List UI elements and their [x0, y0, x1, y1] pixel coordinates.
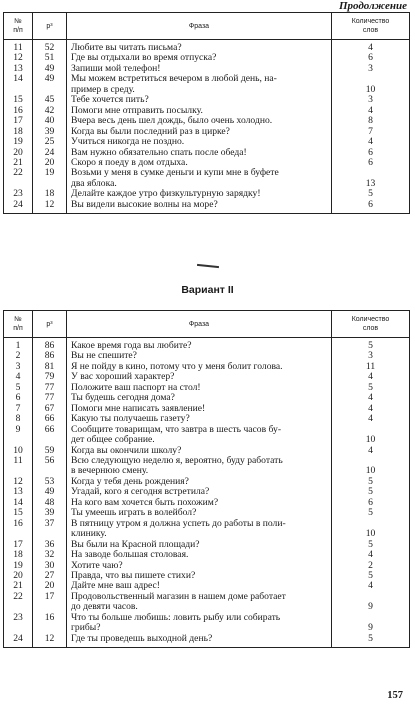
row-word-count: 8: [332, 116, 410, 126]
table-row: [4, 613, 410, 634]
row-phrase: Дайте мне ваш адрес!: [67, 581, 332, 591]
table-row: [4, 571, 410, 581]
row-number: 17: [4, 116, 33, 126]
row-phrase: Что ты больше любишь: ловить рыбу или собирать грибы?: [67, 613, 332, 634]
row-p-value: 66: [33, 425, 67, 446]
row-p-value: 59: [33, 446, 67, 456]
table-row: [4, 550, 410, 560]
table-row: [4, 372, 410, 382]
row-number: 18: [4, 550, 33, 560]
row-number: 11: [4, 40, 33, 54]
row-number: 12: [4, 53, 33, 63]
row-p-value: 77: [33, 383, 67, 393]
row-word-count: 3: [332, 64, 410, 74]
col-number-header: № п/п: [4, 13, 33, 40]
row-phrase: Ты будешь сегодня дома?: [67, 393, 332, 403]
row-p-value: 53: [33, 477, 67, 487]
row-phrase: Продовольственный магазин в нашем доме работает до девяти часов.: [67, 592, 332, 613]
row-p-value: 19: [33, 168, 67, 189]
table-row: [4, 74, 410, 95]
row-word-count: 4: [332, 404, 410, 414]
table-row: [4, 116, 410, 126]
row-p-value: 30: [33, 561, 67, 571]
row-word-count: 9: [332, 592, 410, 613]
row-p-value: 40: [33, 116, 67, 126]
row-word-count: 2: [332, 561, 410, 571]
table-row: [4, 40, 410, 54]
table-row: [4, 168, 410, 189]
table-row: [4, 95, 410, 105]
row-word-count: 5: [332, 338, 410, 352]
table-row: [4, 446, 410, 456]
row-number: 20: [4, 148, 33, 158]
row-p-value: 79: [33, 372, 67, 382]
row-p-value: 48: [33, 498, 67, 508]
col-phrase-header: Фраза: [67, 13, 332, 40]
row-p-value: 49: [33, 487, 67, 497]
row-word-count: 7: [332, 127, 410, 137]
row-word-count: 6: [332, 498, 410, 508]
row-phrase: Где ты проведешь выходной день?: [67, 634, 332, 648]
row-phrase: Вы видели высокие волны на море?: [67, 200, 332, 214]
row-p-value: 52: [33, 40, 67, 54]
row-word-count: 4: [332, 40, 410, 54]
table-row: [4, 477, 410, 487]
row-word-count: 10: [332, 456, 410, 477]
table-row: [4, 189, 410, 199]
row-number: 13: [4, 487, 33, 497]
row-p-value: 12: [33, 200, 67, 214]
row-word-count: 4: [332, 550, 410, 560]
row-word-count: 4: [332, 581, 410, 591]
phrase-table-2: [3, 310, 410, 648]
table-row: [4, 351, 410, 361]
table-row: [4, 561, 410, 571]
row-phrase: Мы можем встретиться вечером в любой день, на- пример в среду.: [67, 74, 332, 95]
row-phrase: Возьми у меня в сумке деньги и купи мне в буфете два яблока.: [67, 168, 332, 189]
row-phrase: На кого вам хочется быть похожим?: [67, 498, 332, 508]
row-phrase: Когда вы были последний раз в цирке?: [67, 127, 332, 137]
table-row: [4, 148, 410, 158]
row-phrase: У вас хороший характер?: [67, 372, 332, 382]
row-phrase: Положите ваш паспорт на стол!: [67, 383, 332, 393]
row-word-count: 4: [332, 414, 410, 424]
row-phrase: Сообщите товарищам, что завтра в шесть часов бу- дет общее собрание.: [67, 425, 332, 446]
row-p-value: 20: [33, 158, 67, 168]
col-number-header: № п/п: [4, 311, 33, 338]
row-phrase: Делайте каждое утро физкультурную зарядку!: [67, 189, 332, 199]
row-p-value: 86: [33, 351, 67, 361]
table-row: [4, 200, 410, 214]
row-p-value: 12: [33, 634, 67, 648]
row-word-count: 4: [332, 106, 410, 116]
row-phrase: Угадай, кого я сегодня встретила?: [67, 487, 332, 497]
table-row: [4, 508, 410, 518]
row-word-count: 4: [332, 393, 410, 403]
row-word-count: 9: [332, 613, 410, 634]
row-number: 16: [4, 519, 33, 540]
row-phrase: Когда у тебя день рождения?: [67, 477, 332, 487]
row-p-value: 66: [33, 414, 67, 424]
row-word-count: 5: [332, 634, 410, 648]
row-phrase: Всю следующую неделю я, вероятно, буду работать в вечернюю смену.: [67, 456, 332, 477]
row-p-value: 25: [33, 137, 67, 147]
col-p-header: р³: [33, 311, 67, 338]
table-row: [4, 383, 410, 393]
row-p-value: 51: [33, 53, 67, 63]
row-phrase: Какое время года вы любите?: [67, 338, 332, 352]
row-p-value: 77: [33, 393, 67, 403]
row-p-value: 45: [33, 95, 67, 105]
col-p-header: р³: [33, 13, 67, 40]
row-number: 19: [4, 137, 33, 147]
row-phrase: Вы были на Красной площади?: [67, 540, 332, 550]
table-row: [4, 404, 410, 414]
row-number: 13: [4, 64, 33, 74]
row-number: 23: [4, 189, 33, 199]
table-row: [4, 362, 410, 372]
row-word-count: 11: [332, 362, 410, 372]
row-number: 8: [4, 414, 33, 424]
row-phrase: Когда вы окончили школу?: [67, 446, 332, 456]
row-phrase: Где вы отдыхали во время отпуска?: [67, 53, 332, 63]
row-word-count: 13: [332, 168, 410, 189]
table-row: [4, 634, 410, 648]
page-number: 157: [387, 690, 403, 701]
row-p-value: 36: [33, 540, 67, 550]
row-number: 16: [4, 106, 33, 116]
row-word-count: 6: [332, 53, 410, 63]
row-number: 14: [4, 498, 33, 508]
row-number: 3: [4, 362, 33, 372]
row-number: 15: [4, 508, 33, 518]
variant-title: Вариант II: [181, 284, 234, 296]
row-word-count: 6: [332, 148, 410, 158]
row-phrase: Вы не спешите?: [67, 351, 332, 361]
row-p-value: 67: [33, 404, 67, 414]
row-number: 9: [4, 425, 33, 446]
row-p-value: 18: [33, 189, 67, 199]
row-phrase: Скоро я поеду в дом отдыха.: [67, 158, 332, 168]
row-number: 20: [4, 571, 33, 581]
col-count-header: Количество слов: [332, 311, 410, 338]
row-word-count: 5: [332, 189, 410, 199]
row-number: 1: [4, 338, 33, 352]
row-number: 10: [4, 446, 33, 456]
row-word-count: 4: [332, 372, 410, 382]
row-phrase: Правда, что вы пишете стихи?: [67, 571, 332, 581]
row-number: 24: [4, 634, 33, 648]
row-phrase: Какую ты получаешь газету?: [67, 414, 332, 424]
row-number: 5: [4, 383, 33, 393]
row-p-value: 39: [33, 127, 67, 137]
row-number: 11: [4, 456, 33, 477]
table-row: [4, 414, 410, 424]
row-number: 21: [4, 158, 33, 168]
row-p-value: 24: [33, 148, 67, 158]
continuation-label: Продолжение: [338, 0, 407, 12]
row-word-count: 6: [332, 200, 410, 214]
row-number: 19: [4, 561, 33, 571]
row-word-count: 3: [332, 95, 410, 105]
row-word-count: 10: [332, 519, 410, 540]
row-number: 23: [4, 613, 33, 634]
table-row: [4, 519, 410, 540]
row-number: 6: [4, 393, 33, 403]
row-word-count: 5: [332, 487, 410, 497]
table-row: [4, 581, 410, 591]
row-number: 18: [4, 127, 33, 137]
col-phrase-header: Фраза: [67, 311, 332, 338]
row-word-count: 5: [332, 508, 410, 518]
row-phrase: Вам нужно обязательно спать после обеда!: [67, 148, 332, 158]
table-row: [4, 540, 410, 550]
row-number: 2: [4, 351, 33, 361]
row-word-count: 5: [332, 477, 410, 487]
row-p-value: 42: [33, 106, 67, 116]
row-p-value: 56: [33, 456, 67, 477]
row-phrase: Помоги мне написать заявление!: [67, 404, 332, 414]
row-phrase: На заводе большая столовая.: [67, 550, 332, 560]
table-row: [4, 487, 410, 497]
row-p-value: 49: [33, 74, 67, 95]
row-word-count: 5: [332, 571, 410, 581]
row-word-count: 5: [332, 540, 410, 550]
row-number: 21: [4, 581, 33, 591]
row-phrase: В пятницу утром я должна успеть до работы в поли- клинику.: [67, 519, 332, 540]
row-phrase: Вчера весь день шел дождь, было очень холодно.: [67, 116, 332, 126]
row-phrase: Хотите чаю?: [67, 561, 332, 571]
row-phrase: Любите вы читать письма?: [67, 40, 332, 54]
row-word-count: 4: [332, 446, 410, 456]
row-p-value: 27: [33, 571, 67, 581]
row-word-count: 5: [332, 383, 410, 393]
table-row: [4, 456, 410, 477]
table-row: [4, 393, 410, 403]
table-row: [4, 137, 410, 147]
table-row: [4, 64, 410, 74]
row-p-value: 20: [33, 581, 67, 591]
row-word-count: 4: [332, 137, 410, 147]
row-phrase: Ты умеешь играть в волейбол?: [67, 508, 332, 518]
row-phrase: Я не пойду в кино, потому что у меня болит голова.: [67, 362, 332, 372]
row-p-value: 17: [33, 592, 67, 613]
table-row: [4, 592, 410, 613]
row-p-value: 81: [33, 362, 67, 372]
separator-dash: [197, 264, 219, 268]
row-number: 22: [4, 592, 33, 613]
row-p-value: 86: [33, 338, 67, 352]
row-word-count: 6: [332, 158, 410, 168]
table-row: [4, 53, 410, 63]
table-row: [4, 158, 410, 168]
row-number: 7: [4, 404, 33, 414]
row-p-value: 39: [33, 508, 67, 518]
row-word-count: 10: [332, 425, 410, 446]
row-p-value: 49: [33, 64, 67, 74]
row-word-count: 10: [332, 74, 410, 95]
table-row: [4, 425, 410, 446]
row-phrase: Запиши мой телефон!: [67, 64, 332, 74]
row-p-value: 16: [33, 613, 67, 634]
row-p-value: 32: [33, 550, 67, 560]
row-word-count: 3: [332, 351, 410, 361]
row-phrase: Учиться никогда не поздно.: [67, 137, 332, 147]
row-number: 24: [4, 200, 33, 214]
row-p-value: 37: [33, 519, 67, 540]
phrase-table-1: [3, 12, 410, 214]
row-number: 12: [4, 477, 33, 487]
table-row: [4, 127, 410, 137]
table-row: [4, 106, 410, 116]
row-number: 22: [4, 168, 33, 189]
row-number: 17: [4, 540, 33, 550]
row-number: 15: [4, 95, 33, 105]
row-number: 4: [4, 372, 33, 382]
row-phrase: Тебе хочется пить?: [67, 95, 332, 105]
row-number: 14: [4, 74, 33, 95]
col-count-header: Количество слов: [332, 13, 410, 40]
table-row: [4, 338, 410, 352]
table-row: [4, 498, 410, 508]
row-phrase: Помоги мне отправить посылку.: [67, 106, 332, 116]
